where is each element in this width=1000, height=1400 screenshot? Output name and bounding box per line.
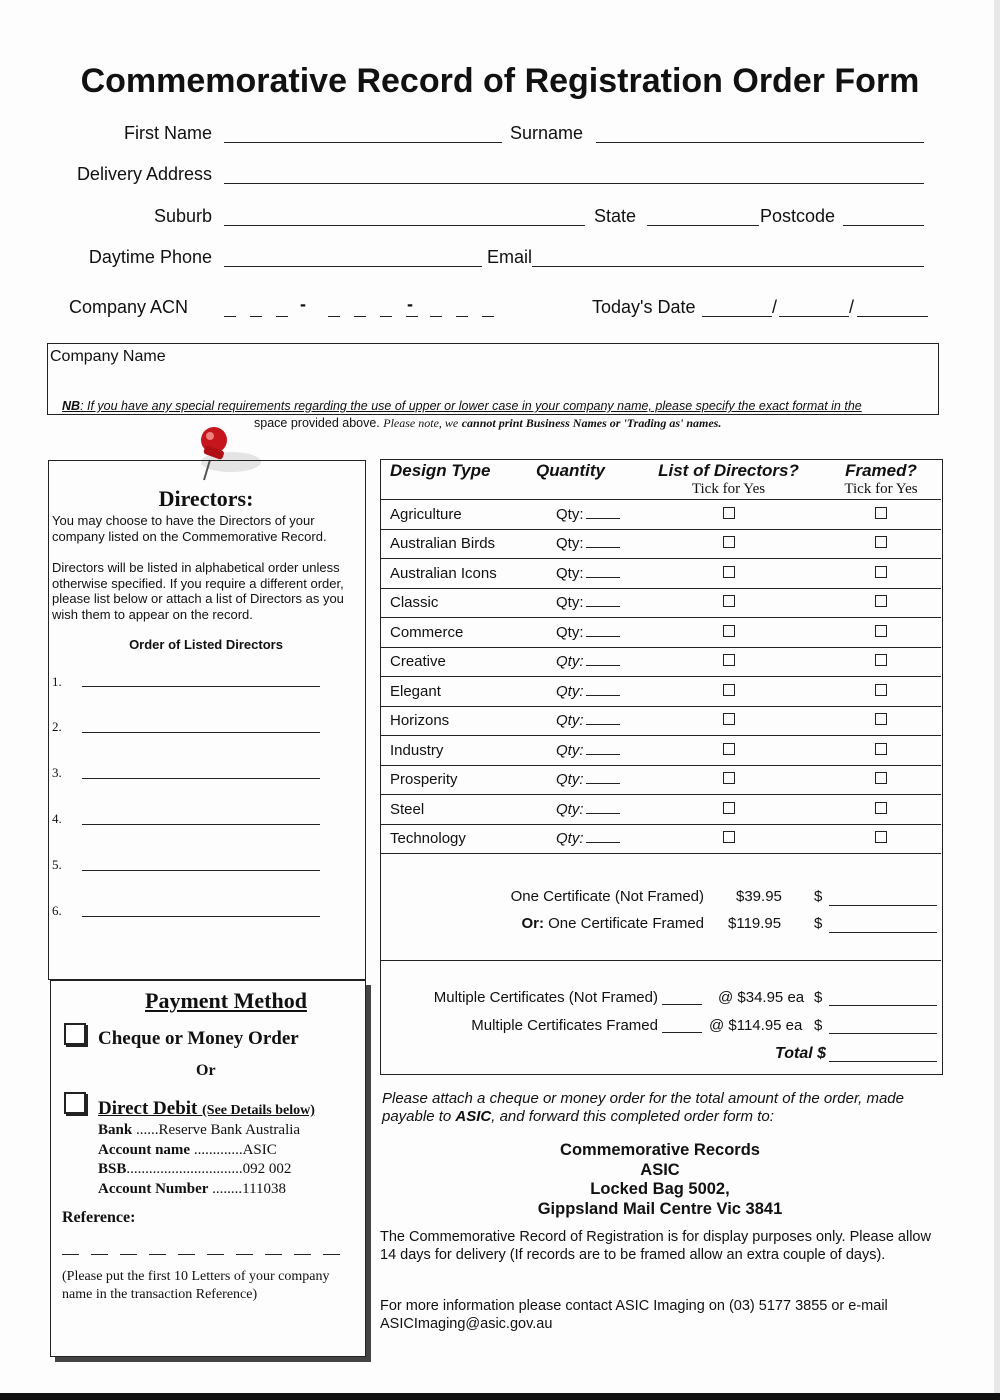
qty-label: Qty: — [556, 712, 584, 730]
account-number-value: ........111038 — [212, 1180, 287, 1197]
list-directors-checkbox[interactable] — [723, 507, 735, 519]
qty-field[interactable] — [586, 665, 620, 666]
list-directors-checkbox[interactable] — [723, 831, 735, 843]
framed-checkbox[interactable] — [875, 802, 887, 814]
list-directors-checkbox[interactable] — [723, 802, 735, 814]
acn-separator: - — [407, 294, 413, 314]
date-day-field[interactable] — [702, 316, 772, 317]
framed-checkbox[interactable] — [875, 743, 887, 755]
todays-date-label: Today's Date — [592, 297, 696, 317]
list-directors-checkbox[interactable] — [723, 595, 735, 607]
framed-cell — [821, 588, 941, 618]
design-name: Horizons — [380, 706, 528, 736]
payment-method-heading: Payment Method — [145, 988, 307, 1013]
director-number: 1. — [52, 674, 62, 689]
list-directors-checkbox[interactable] — [723, 654, 735, 666]
attach-instructions: Please attach a cheque or money order for the total amount of the order, made payable to ASIC, and forward this completed order form to: — [382, 1090, 904, 1125]
director-field-4[interactable] — [82, 824, 320, 825]
single-not-framed-price: $39.95 — [736, 888, 782, 905]
delivery-address-label: Delivery Address — [76, 164, 212, 184]
framed-cell — [821, 765, 941, 795]
address-line: Commemorative Records — [560, 1141, 760, 1159]
date-separator: / — [772, 297, 778, 317]
qty-cell[interactable] — [528, 647, 636, 677]
framed-cell — [821, 677, 941, 707]
bank-details — [98, 1121, 300, 1199]
design-type-header: Design Type — [390, 461, 491, 480]
company-acn-field[interactable] — [224, 316, 504, 320]
framed-cell — [821, 647, 941, 677]
table-row — [380, 500, 941, 530]
bank-label: Bank — [98, 1122, 133, 1138]
qty-label: Qty: — [556, 535, 584, 553]
list-directors-checkbox[interactable] — [723, 684, 735, 696]
framed-checkbox[interactable] — [875, 684, 887, 696]
state-label: State — [594, 206, 637, 226]
qty-cell[interactable] — [528, 677, 636, 707]
list-directors-checkbox[interactable] — [723, 713, 735, 725]
dollar-sign: $ — [814, 1017, 823, 1034]
design-name: Elegant — [380, 677, 528, 707]
suburb-field[interactable] — [224, 225, 585, 226]
bank-value: ......Reserve Bank Australia — [135, 1122, 301, 1138]
list-directors-cell — [636, 824, 821, 854]
design-name: Creative — [380, 647, 528, 677]
director-field-5[interactable] — [82, 870, 320, 871]
table-row — [380, 677, 941, 707]
email-label: Email — [487, 247, 533, 267]
qty-field[interactable] — [586, 518, 620, 519]
list-directors-checkbox[interactable] — [723, 625, 735, 637]
qty-label: Qty: — [556, 653, 584, 671]
single-framed-amount-field[interactable] — [829, 932, 937, 933]
multi-framed-amount-field[interactable] — [829, 1033, 937, 1034]
postcode-label: Postcode — [760, 206, 836, 226]
qty-field[interactable] — [586, 606, 620, 607]
address-line: Locked Bag 5002, — [590, 1180, 730, 1198]
table-row — [380, 736, 941, 766]
date-separator: / — [849, 297, 855, 317]
framed-checkbox[interactable] — [875, 772, 887, 784]
multi-not-framed-qty-field[interactable] — [662, 1004, 702, 1005]
email-field[interactable] — [532, 266, 924, 267]
table-row — [380, 824, 941, 854]
framed-header: Framed? Tick for Yes — [844, 461, 918, 497]
qty-cell[interactable] — [528, 588, 636, 618]
total-amount-field[interactable] — [829, 1061, 937, 1062]
single-not-framed-amount-field[interactable] — [829, 905, 937, 906]
single-not-framed-label: One Certificate (Not Framed) — [510, 888, 704, 905]
qty-label: Qty: — [556, 771, 584, 789]
company-acn-label: Company ACN — [69, 297, 189, 317]
table-row — [380, 795, 941, 825]
daytime-phone-label: Daytime Phone — [88, 247, 212, 267]
quantity-header: Quantity — [536, 461, 605, 480]
design-name: Technology — [380, 824, 528, 854]
list-directors-checkbox[interactable] — [723, 743, 735, 755]
reference-field[interactable] — [62, 1254, 352, 1258]
framed-cell — [821, 824, 941, 854]
design-name: Australian Birds — [380, 529, 528, 559]
framed-checkbox[interactable] — [875, 507, 887, 519]
framed-checkbox[interactable] — [875, 536, 887, 548]
qty-cell[interactable] — [528, 824, 636, 854]
multi-not-framed-label: Multiple Certificates (Not Framed) — [433, 989, 658, 1006]
list-directors-cell — [636, 736, 821, 766]
framed-checkbox[interactable] — [875, 595, 887, 607]
first-name-field[interactable] — [224, 142, 502, 143]
account-name-label: Account name — [98, 1141, 191, 1158]
director-field-2[interactable] — [82, 732, 320, 733]
qty-cell[interactable] — [528, 618, 636, 648]
framed-cell — [821, 618, 941, 648]
design-name: Steel — [380, 795, 528, 825]
qty-field[interactable] — [586, 724, 620, 725]
multi-framed-qty-field[interactable] — [662, 1032, 702, 1033]
page-title: Commemorative Record of Registration Order Form — [80, 62, 920, 100]
account-number-label: Account Number — [98, 1180, 209, 1197]
qty-label: Qty: — [556, 682, 584, 700]
account-name-value: .............ASIC — [193, 1141, 277, 1158]
date-month-field[interactable] — [779, 316, 849, 317]
qty-field[interactable] — [586, 695, 620, 696]
qty-field[interactable] — [586, 783, 620, 784]
design-name: Agriculture — [380, 500, 528, 530]
qty-label: Qty: — [556, 800, 584, 818]
list-directors-cell — [636, 529, 821, 559]
direct-debit-label — [98, 1098, 315, 1120]
framed-checkbox[interactable] — [875, 654, 887, 666]
multi-framed-label: Multiple Certificates Framed — [471, 1017, 658, 1034]
nb-label: NB — [62, 399, 81, 413]
list-directors-header: List of Directors? Tick for Yes — [658, 461, 799, 497]
direct-debit-note: (See Details below) — [202, 1103, 315, 1118]
state-field[interactable] — [647, 225, 759, 226]
list-directors-cell — [636, 706, 821, 736]
qty-label: Qty: — [556, 830, 584, 848]
pricing-divider — [380, 960, 941, 961]
director-number: 4. — [52, 811, 62, 826]
director-number: 3. — [52, 765, 62, 780]
delivery-address-field[interactable] — [224, 183, 924, 184]
qty-label: Qty: — [556, 594, 584, 612]
framed-checkbox[interactable] — [875, 625, 887, 637]
asic-bold: ASIC — [455, 1108, 492, 1125]
qty-field[interactable] — [586, 577, 620, 578]
list-directors-checkbox[interactable] — [723, 772, 735, 784]
qty-cell[interactable] — [528, 500, 636, 530]
director-field-1[interactable] — [82, 686, 320, 687]
framed-cell — [821, 795, 941, 825]
nb-text-3: Please note, we — [383, 416, 459, 430]
nb-text-2: space provided above. — [254, 416, 380, 430]
reference-label: Reference: — [62, 1209, 136, 1226]
director-field-3[interactable] — [82, 778, 320, 779]
directors-heading: Directors: — [158, 486, 254, 511]
qty-cell[interactable] — [528, 795, 636, 825]
daytime-phone-field[interactable] — [224, 266, 482, 267]
director-number: 6. — [52, 903, 62, 918]
surname-label: Surname — [510, 123, 584, 143]
suburb-label: Suburb — [153, 206, 212, 226]
table-end-row — [380, 854, 941, 855]
multi-framed-price: @ $114.95 ea — [709, 1017, 803, 1034]
date-year-field[interactable] — [857, 316, 928, 317]
framed-cell — [821, 500, 941, 530]
table-row — [380, 618, 941, 648]
list-directors-cell — [636, 795, 821, 825]
direct-debit-checkbox[interactable] — [64, 1092, 86, 1114]
list-directors-checkbox[interactable] — [723, 566, 735, 578]
total-label: Total $ — [775, 1045, 826, 1062]
single-framed-line — [380, 915, 704, 932]
qty-cell[interactable] — [528, 736, 636, 766]
address-line: ASIC — [640, 1160, 680, 1179]
direct-debit-text: Direct Debit — [98, 1098, 198, 1119]
directors-intro: You may choose to have the Directors of your company listed on the Commemorative Record. — [52, 513, 327, 544]
multi-not-framed-amount-field[interactable] — [829, 1005, 937, 1006]
list-directors-cell — [636, 765, 821, 795]
table-row — [380, 765, 941, 795]
bsb-label: BSB — [98, 1161, 127, 1177]
framed-checkbox[interactable] — [875, 713, 887, 725]
list-directors-cell — [636, 588, 821, 618]
table-row — [380, 647, 941, 677]
order-of-directors-heading: Order of Listed Directors — [129, 637, 283, 652]
qty-label: Qty: — [556, 505, 584, 523]
or-label: Or: — [521, 915, 544, 932]
nb-note — [62, 399, 862, 413]
list-directors-cell — [636, 618, 821, 648]
nb-text: : If you have any special requirements regarding the use of upper or lower case in your company name, please specify the exact format in the — [80, 399, 862, 413]
contact-info: For more information please contact ASIC Imaging on (03) 5177 3855 or e-mail ASICImaging@asic.gov.au — [380, 1298, 888, 1332]
single-framed-price: $119.95 — [728, 915, 782, 932]
qty-field[interactable] — [586, 636, 620, 637]
cheque-label: Cheque or Money Order — [98, 1028, 299, 1049]
list-directors-cell — [636, 500, 821, 530]
design-table — [380, 459, 941, 854]
table-row — [380, 588, 941, 618]
postcode-field[interactable] — [843, 225, 924, 226]
mailing-address — [380, 1141, 940, 1219]
framed-cell — [821, 736, 941, 766]
qty-field[interactable] — [586, 842, 620, 843]
nb-text-4: cannot print Business Names or 'Trading as' names. — [461, 416, 722, 430]
design-name: Prosperity — [380, 765, 528, 795]
framed-cell — [821, 529, 941, 559]
qty-cell[interactable] — [528, 559, 636, 589]
framed-cell — [821, 559, 941, 589]
reference-note: (Please put the first 10 Letters of your company name in the transaction Reference) — [62, 1269, 330, 1302]
design-name: Australian Icons — [380, 559, 528, 589]
single-framed-label: One Certificate Framed — [548, 915, 704, 932]
qty-label: Qty: — [556, 564, 584, 582]
qty-label: Qty: — [556, 623, 584, 641]
director-number: 5. — [52, 857, 62, 872]
scan-edge — [0, 1393, 1000, 1400]
qty-field[interactable] — [586, 547, 620, 548]
table-row — [380, 706, 941, 736]
company-name-box[interactable] — [47, 343, 939, 415]
qty-cell[interactable] — [528, 529, 636, 559]
list-directors-cell — [636, 647, 821, 677]
table-row — [380, 559, 941, 589]
qty-label: Qty: — [556, 741, 584, 759]
table-header-row — [380, 459, 941, 500]
framed-cell — [821, 706, 941, 736]
framed-checkbox[interactable] — [875, 566, 887, 578]
or-label: Or — [196, 1062, 216, 1079]
design-name: Industry — [380, 736, 528, 766]
address-line: Gippsland Mail Centre Vic 3841 — [537, 1199, 783, 1218]
design-name: Commerce — [380, 618, 528, 648]
acn-separator: - — [300, 294, 306, 314]
nb-note-continued — [254, 416, 721, 431]
list-directors-cell — [636, 677, 821, 707]
qty-cell[interactable] — [528, 765, 636, 795]
list-directors-cell — [636, 559, 821, 589]
qty-field[interactable] — [586, 813, 620, 814]
display-note: The Commemorative Record of Registration is for display purposes only. Please allow 14 days for delivery (If records are to be framed allow an extra couple of days). — [380, 1229, 931, 1263]
design-name: Classic — [380, 588, 528, 618]
directors-order-text: Directors will be listed in alphabetical order unless otherwise specified. If you require a different order, please list below or attach a list of Directors as you wish them to appear on the record. — [52, 560, 344, 622]
table-row — [380, 529, 941, 559]
surname-field[interactable] — [596, 142, 924, 143]
dollar-sign: $ — [814, 915, 823, 932]
framed-checkbox[interactable] — [875, 831, 887, 843]
director-number: 2. — [52, 719, 62, 734]
scan-edge — [994, 0, 1000, 1400]
dollar-sign: $ — [814, 888, 823, 905]
qty-field[interactable] — [586, 754, 620, 755]
bsb-value: ...............................092 002 — [126, 1161, 292, 1177]
multi-not-framed-price: @ $34.95 ea — [718, 989, 805, 1006]
cheque-checkbox[interactable] — [64, 1023, 86, 1045]
qty-cell[interactable] — [528, 706, 636, 736]
list-directors-checkbox[interactable] — [723, 536, 735, 548]
dollar-sign: $ — [814, 989, 823, 1006]
director-field-6[interactable] — [82, 916, 320, 917]
first-name-label: First Name — [123, 123, 212, 143]
company-name-label: Company Name — [50, 348, 166, 365]
